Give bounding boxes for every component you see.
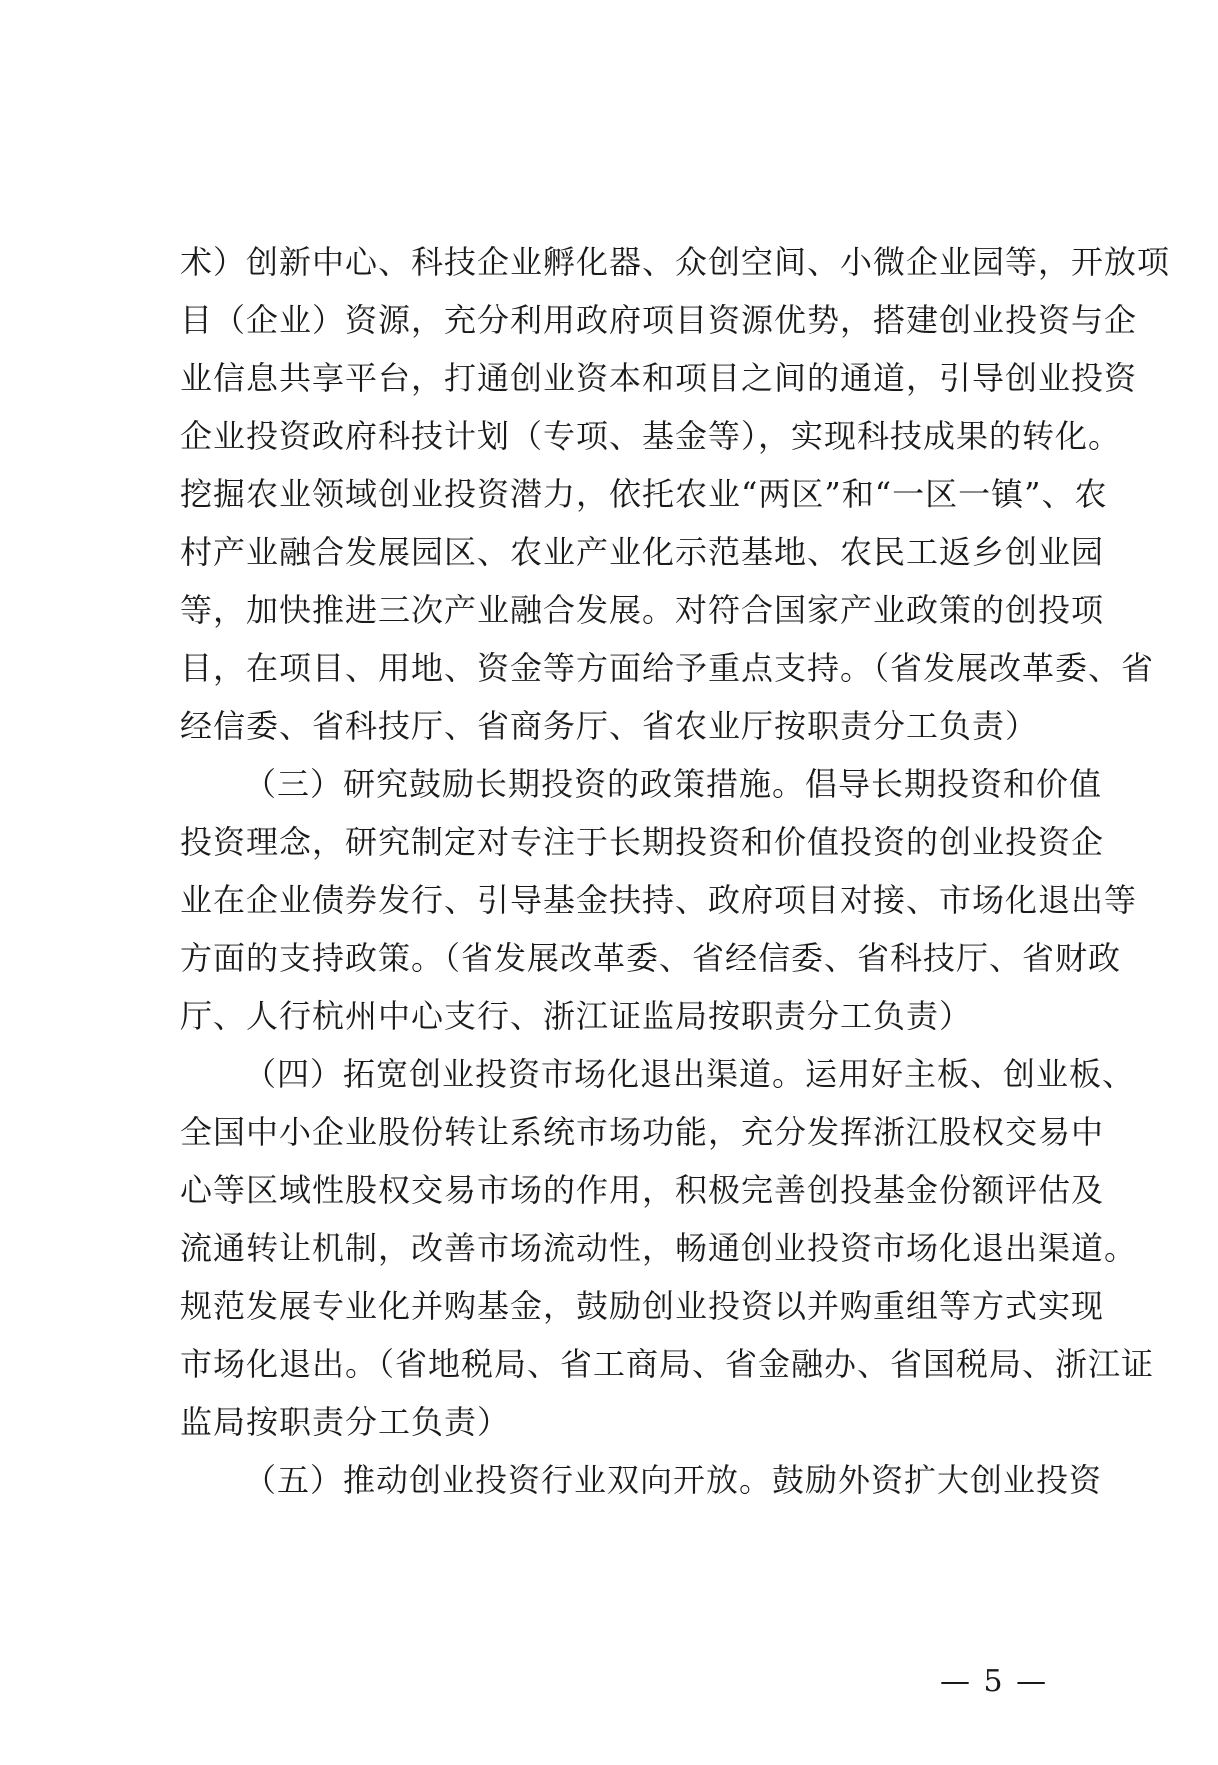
body-text-line: 术）创新中心、科技企业孵化器、众创空间、小微企业园等，开放项: [180, 243, 1171, 281]
body-text-line: 市场化退出。（省地税局、省工商局、省金融办、省国税局、浙江证: [180, 1345, 1155, 1383]
body-text-line: 厅、人行杭州中心支行、浙江证监局按职责分工负责）: [180, 997, 973, 1035]
body-text-line: 方面的支持政策。（省发展改革委、省经信委、省科技厅、省财政: [180, 939, 1122, 977]
body-text-line: 监局按职责分工负责）: [180, 1403, 511, 1441]
body-text-line: 心等区域性股权交易市场的作用，积极完善创投基金份额评估及: [180, 1171, 1105, 1209]
body-text-line: 业在企业债券发行、引导基金扶持、政府项目对接、市场化退出等: [180, 881, 1138, 919]
section-heading-line: （五）推动创业投资行业双向开放。鼓励外资扩大创业投资: [244, 1461, 1103, 1499]
section-heading-line: （三）研究鼓励长期投资的政策措施。倡导长期投资和价值: [244, 765, 1103, 803]
body-text-line: 规范发展专业化并购基金，鼓励创业投资以并购重组等方式实现: [180, 1287, 1105, 1325]
body-text-line: 等，加快推进三次产业融合发展。对符合国家产业政策的创投项: [180, 591, 1105, 629]
body-text-line: 流通转让机制，改善市场流动性，畅通创业投资市场化退出渠道。: [180, 1229, 1138, 1267]
body-text-line: 目，在项目、用地、资金等方面给予重点支持。（省发展改革委、省: [180, 649, 1155, 687]
body-text-line: 挖掘农业领域创业投资潜力，依托农业“两区”和“一区一镇”、农: [180, 475, 1108, 513]
body-text-line: 经信委、省科技厅、省商务厅、省农业厅按职责分工负责）: [180, 707, 1039, 745]
section-heading-line: （四）拓宽创业投资市场化退出渠道。运用好主板、创业板、: [244, 1055, 1136, 1093]
body-text-line: 业信息共享平台，打通创业资本和项目之间的通道，引导创业投资: [180, 359, 1138, 397]
body-text-line: 投资理念，研究制定对专注于长期投资和价值投资的创业投资企: [180, 823, 1105, 861]
body-text-line: 企业投资政府科技计划（专项、基金等），实现科技成果的转化。: [180, 417, 1122, 455]
body-text-line: 全国中小企业股份转让系统市场功能，充分发挥浙江股权交易中: [180, 1113, 1105, 1151]
body-text-line: 目（企业）资源，充分利用政府项目资源优势，搭建创业投资与企: [180, 301, 1138, 339]
page-number: — 5 —: [940, 1664, 1049, 1699]
body-text-line: 村产业融合发展园区、农业产业化示范基地、农民工返乡创业园: [180, 533, 1105, 571]
